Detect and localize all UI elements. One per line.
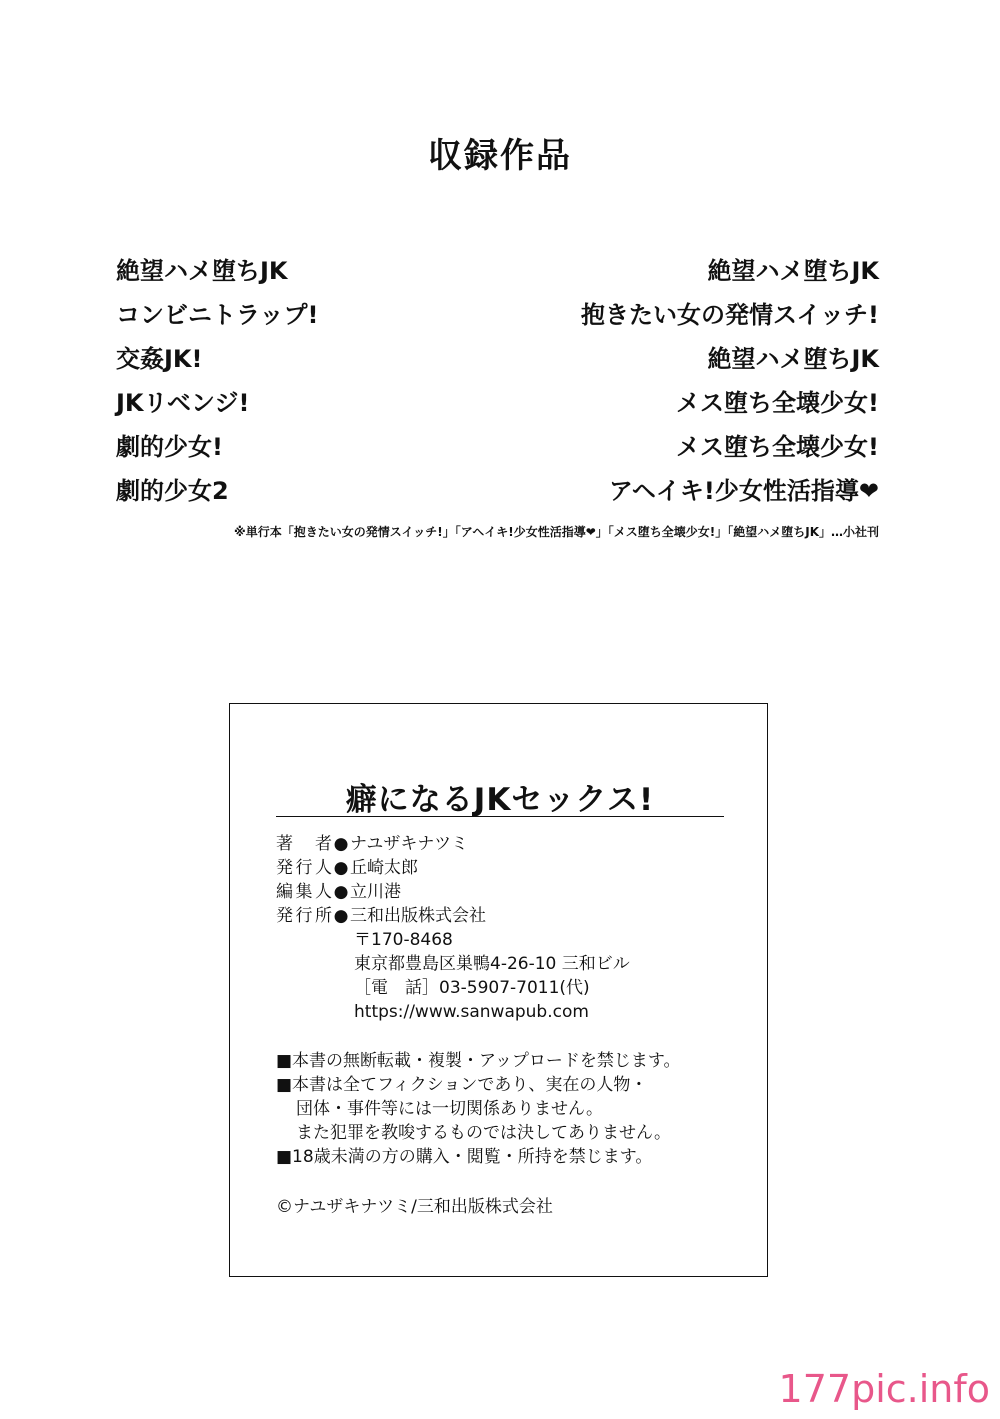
publisher-name: 丘崎太郎 bbox=[350, 858, 418, 878]
copyright: ©ナユザキナツミ/三和出版株式会社 bbox=[276, 1197, 553, 1217]
notice-copying: ■本書の無断転載・複製・アップロードを禁じます。 bbox=[276, 1051, 681, 1071]
notice-fiction: ■本書は全てフィクションであり、実在の人物・ bbox=[276, 1075, 648, 1095]
author-name: ナユザキナツミ bbox=[350, 834, 469, 854]
bullet-icon: ● bbox=[333, 858, 349, 878]
works-list-right bbox=[581, 256, 879, 520]
credit-publisher bbox=[276, 856, 630, 880]
book-title: 癖になるJKセックス! bbox=[345, 782, 655, 818]
work-title: メス堕ち全壊少女! bbox=[676, 389, 879, 417]
editor-name: 立川港 bbox=[350, 882, 401, 902]
work-title: コンビニトラップ! bbox=[116, 301, 319, 329]
publication-note: ※単行本「抱きたい女の発情スイッチ!」「アヘイキ!少女性活指導❤」「メス堕ち全壊少女!」「絶望ハメ堕ちJK」…小社刊 bbox=[234, 525, 879, 539]
credit-office bbox=[276, 904, 630, 928]
work-title: 絶望ハメ堕ちJK bbox=[116, 257, 288, 285]
editor-label: 編集人 bbox=[276, 882, 332, 902]
notice-crime: また犯罪を教唆するものでは決してありません。 bbox=[296, 1123, 672, 1143]
office-name: 三和出版株式会社 bbox=[350, 906, 486, 926]
credit-author bbox=[276, 832, 630, 856]
colophon-box bbox=[229, 703, 768, 1277]
office-label: 発行所 bbox=[276, 906, 332, 926]
phone: ［電 話］03-5907-7011(代) bbox=[354, 978, 590, 998]
notice-fiction-cont: 団体・事件等には一切関係ありません。 bbox=[296, 1099, 604, 1119]
title-divider bbox=[276, 816, 724, 817]
works-list-left bbox=[116, 256, 318, 520]
work-title: アヘイキ!少女性活指導❤ bbox=[608, 477, 879, 505]
address: 東京都豊島区巣鴨4-26-10 三和ビル bbox=[354, 954, 630, 974]
credits bbox=[276, 832, 630, 1024]
page-heading: 収録作品 bbox=[428, 136, 572, 176]
work-title: 劇的少女! bbox=[116, 433, 223, 461]
bullet-icon: ● bbox=[333, 906, 349, 926]
postal-code: 〒170-8468 bbox=[354, 930, 453, 950]
notice-age: ■18歳未満の方の購入・閲覧・所持を禁じます。 bbox=[276, 1147, 653, 1167]
work-title: 劇的少女2 bbox=[116, 477, 229, 505]
watermark: 177pic.info bbox=[778, 1367, 990, 1411]
work-title: 交姦JK! bbox=[116, 345, 203, 373]
work-title: 絶望ハメ堕ちJK bbox=[707, 345, 879, 373]
publisher-label: 発行人 bbox=[276, 858, 332, 878]
website-link[interactable]: https://www.sanwapub.com bbox=[354, 1002, 589, 1022]
bullet-icon: ● bbox=[333, 882, 349, 902]
work-title: 抱きたい女の発情スイッチ! bbox=[581, 301, 879, 329]
bullet-icon: ● bbox=[333, 834, 349, 854]
work-title: 絶望ハメ堕ちJK bbox=[707, 257, 879, 285]
author-label: 著者 bbox=[276, 834, 332, 854]
credit-editor bbox=[276, 880, 630, 904]
work-title: JKリベンジ! bbox=[116, 389, 250, 417]
work-title: メス堕ち全壊少女! bbox=[676, 433, 879, 461]
notices bbox=[276, 1049, 681, 1169]
